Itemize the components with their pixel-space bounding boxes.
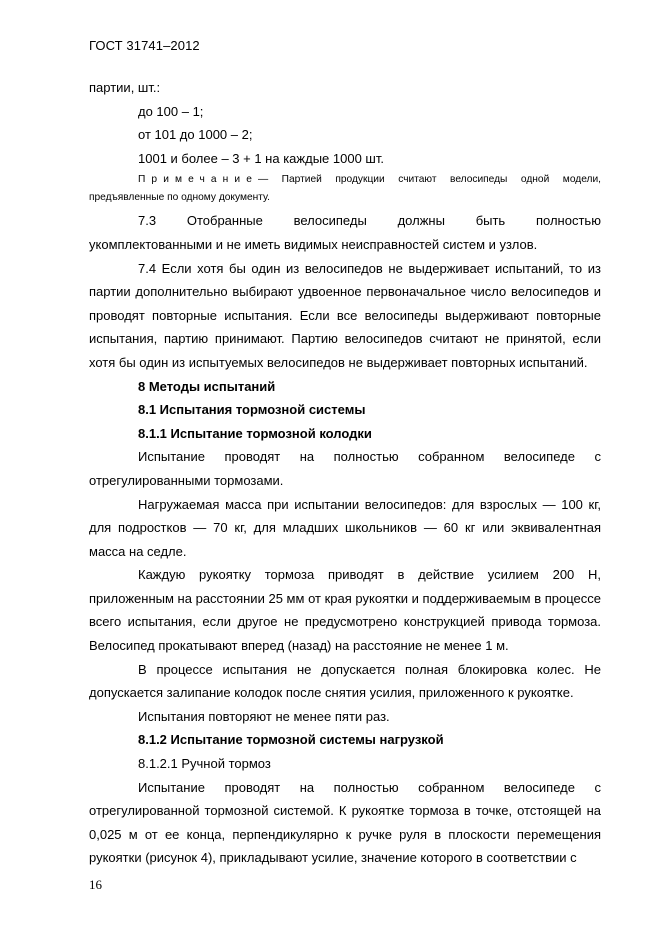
note-label: Примечание <box>138 174 258 186</box>
clause-7-3-continuation: укомплектованными и не иметь видимых неисправностей систем и узлов. <box>89 236 538 252</box>
paragraph-8-1-1-a: Испытание проводят на полностью собранном велосипеде с отрегулированными тормозами. <box>89 449 601 488</box>
clause-7-3-word-1: Отобранные <box>186 213 263 229</box>
section-8-1-2-heading: 8.1.2 Испытание тормозной системы нагрузкой <box>138 732 444 748</box>
section-8-1-2-1-heading: 8.1.2.1 Ручной тормоз <box>138 756 271 772</box>
paragraph-8-1-1-d: В процессе испытания не допускается полная блокировка колес. Не допускается залипание колодок после снятия усилия, приложенного к рукоятке. <box>89 661 601 701</box>
clause-7-3-first-line <box>89 209 601 233</box>
lot-intro: партии, шт.: <box>89 80 161 95</box>
paragraph-8-1-1-c: Каждую рукоятку тормоза приводят в действие усилием 200 Н, приложенным на расстоянии 25 мм от края рукоятки и поддерживаемым в процессе всего испытания, если другое не предусмотрено конструкцией привода тормоза. Велосипед прокатывают вперед (назад) на расстояние не менее 1 м. <box>89 567 601 654</box>
clause-7-3-number: 7.3 <box>138 213 157 229</box>
paragraph-8-1-2-1: Испытание проводят на полностью собранном велосипеде с отрегулированной тормозной системой. К рукоятке тормоза в точке, отстоящей на 0,025 м от ее конца, перпендикулярно к ручке руля в плоскости перемещения рукоятки (рисунок 4), прикладывают усилие, значение которого в соответствии с <box>89 779 601 866</box>
note-paragraph <box>89 171 601 207</box>
clause-7-4: 7.4 Если хотя бы один из велосипедов не выдерживает испытаний, то из партии дополнительно выбирают удвоенное первоначальное число велосипедов и проводят повторные испытания. Если все велосипеды выдерживают повторные испытания, партию принимают. Партию велосипедов считают не принятой, если хотя бы один из испытуемых велосипедов не выдерживает повторных испытаний. <box>89 260 601 370</box>
lot-line-1: до 100 – 1; <box>138 103 204 119</box>
note-text: — Партией продукции считают велосипеды одной модели, предъявленные по одному документу. <box>89 174 601 204</box>
page-number: 16 <box>89 877 102 892</box>
paragraph-8-1-1-e: Испытания повторяют не менее пяти раз. <box>138 708 390 724</box>
section-8-1-heading: 8.1 Испытания тормозной системы <box>138 402 366 418</box>
document-content <box>89 76 601 870</box>
lot-line-2: от 101 до 1000 – 2; <box>138 127 253 143</box>
lot-line-3: 1001 и более – 3 + 1 на каждые 1000 шт. <box>138 150 384 166</box>
clause-7-3-word-3: должны <box>397 213 445 229</box>
section-8-1-1-heading: 8.1.1 Испытание тормозной колодки <box>138 425 372 441</box>
section-8-heading: 8 Методы испытаний <box>138 378 276 394</box>
clause-7-3-word-5: полностью <box>535 213 601 229</box>
paragraph-8-1-1-b: Нагружаемая масса при испытании велосипедов: для взрослых — 100 кг, для подростков — 70 кг, для младших школьников — 60 кг или эквивалентная масса на седле. <box>89 496 601 559</box>
document-header: ГОСТ 31741–2012 <box>89 38 200 53</box>
clause-7-3-word-2: велосипеды <box>293 213 367 229</box>
clause-7-3-word-4: быть <box>475 213 506 229</box>
